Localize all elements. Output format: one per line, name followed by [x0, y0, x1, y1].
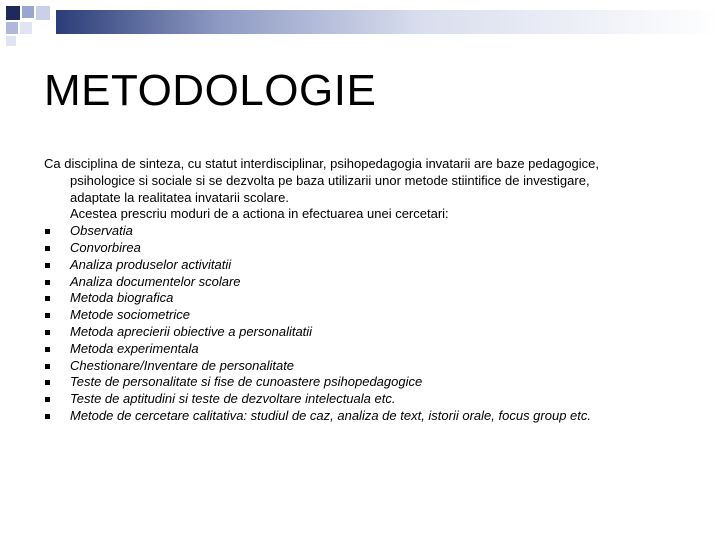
decor-square-dark: [6, 6, 20, 20]
list-item-text: Convorbirea: [70, 239, 141, 255]
bullet-square-icon: [45, 414, 50, 419]
bullet-square-icon: [45, 330, 50, 335]
list-item-text: Metode sociometrice: [70, 307, 190, 323]
intro-paragraph: [44, 156, 694, 223]
list-item: [44, 341, 694, 358]
bullet-square-icon: [45, 397, 50, 402]
list-item: [44, 324, 694, 341]
list-item-text: Analiza documentelor scolare: [70, 273, 241, 289]
list-item: [44, 290, 694, 307]
list-item-text: Metoda biografica: [70, 290, 174, 306]
intro-line: Acestea prescriu moduri de a actiona in efectuarea unei cercetari:: [70, 206, 449, 222]
list-item-text: Metoda experimentala: [70, 340, 199, 356]
slide-body: [44, 156, 694, 425]
header-gradient-bar: [56, 10, 720, 34]
list-item-text: Observatia: [70, 223, 133, 239]
list-item: [44, 391, 694, 408]
decor-square-light: [36, 6, 50, 20]
list-item-text: Metode de cercetare calitativa: studiul de caz, analiza de text, istorii orale, focus group etc.: [70, 407, 591, 423]
methods-list: [44, 223, 694, 425]
list-item-text: Analiza produselor activitatii: [70, 256, 232, 272]
intro-line: psihologice si sociale si se dezvolta pe baza utilizarii unor metode stiintifice de investigare,: [70, 172, 590, 188]
list-item: [44, 257, 694, 274]
decor-square-light-3: [6, 36, 16, 46]
bullet-square-icon: [45, 313, 50, 318]
list-item-text: Teste de aptitudini si teste de dezvoltare intelectuala etc.: [70, 391, 396, 407]
list-item: [44, 223, 694, 240]
decor-square-mid-2: [6, 22, 18, 34]
bullet-square-icon: [45, 347, 50, 352]
intro-line: Ca disciplina de sinteza, cu statut interdisciplinar, psihopedagogia invatarii are baze pedagogice,: [44, 156, 600, 171]
intro-line: adaptate la realitatea invatarii scolare.: [70, 189, 289, 205]
bullet-square-icon: [45, 364, 50, 369]
bullet-square-icon: [45, 296, 50, 301]
bullet-square-icon: [45, 380, 50, 385]
list-item: [44, 358, 694, 375]
bullet-square-icon: [45, 229, 50, 234]
bullet-square-icon: [45, 246, 50, 251]
bullet-square-icon: [45, 263, 50, 268]
decor-square-mid: [22, 6, 34, 18]
list-item: [44, 240, 694, 257]
bullet-square-icon: [45, 280, 50, 285]
list-item: [44, 374, 694, 391]
list-item: [44, 408, 694, 425]
list-item-text: Metoda aprecierii obiective a personalitatii: [70, 323, 313, 339]
list-item: [44, 307, 694, 324]
decor-square-light-2: [20, 22, 32, 34]
list-item: [44, 274, 694, 291]
slide-title: METODOLOGIE: [44, 66, 377, 115]
list-item-text: Teste de personalitate si fise de cunoastere psihopedagogice: [70, 374, 423, 390]
list-item-text: Chestionare/Inventare de personalitate: [70, 357, 295, 373]
